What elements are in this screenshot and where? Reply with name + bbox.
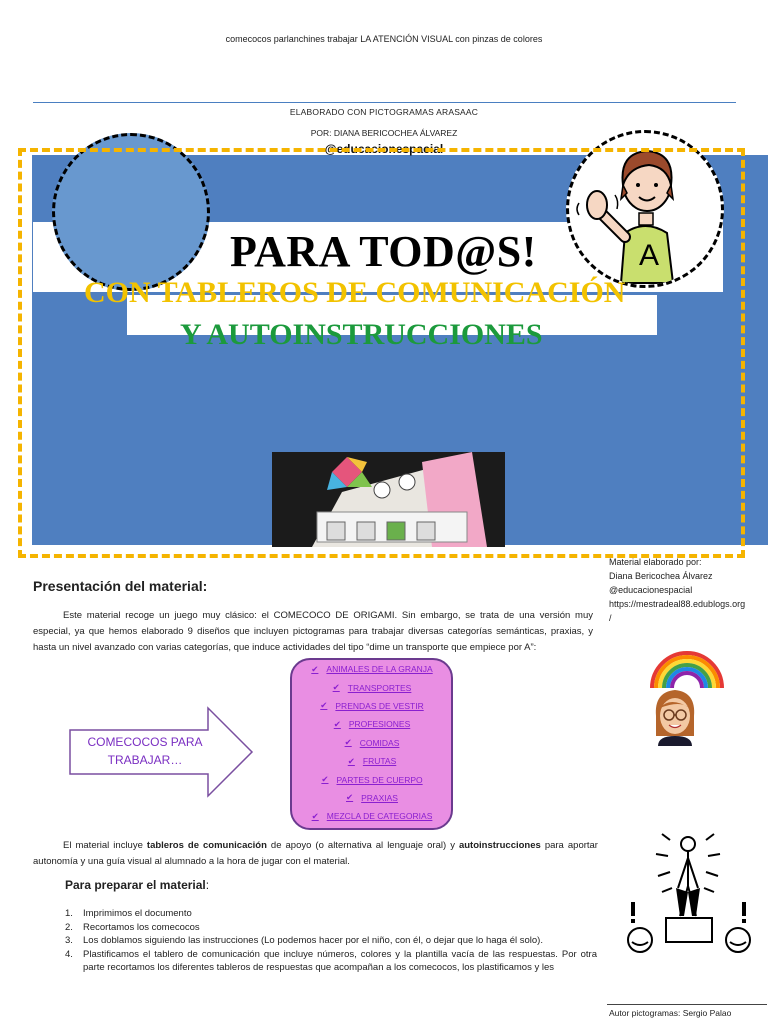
cover-right-strip xyxy=(752,155,768,545)
category-item[interactable]: ✔ FRUTAS xyxy=(347,755,397,767)
step-item: 3. Los doblamos siguiendo las instrucciones (Lo podemos hacer por el niño, con él, o dejar que lo haga él solo). xyxy=(65,935,543,947)
step-item: 4. Plastificamos el tablero de comunicación que incluye números, colores y la plantilla vacía de las respuestas. Por otra parte recortamos los diferentes tableros de respuestas que acompañan a los comecocos, los plastificamos y les xyxy=(65,948,597,974)
check-icon: ✔ xyxy=(320,700,328,711)
cover-dashed-frame xyxy=(18,148,745,558)
category-item[interactable]: ✔ MEZCLA DE CATEGORIAS xyxy=(311,810,433,822)
section-heading-prepare: Para preparar el material: xyxy=(65,878,210,892)
credit-line: Material elaborado por: xyxy=(609,557,702,567)
category-item[interactable]: ✔ TRANSPORTES xyxy=(332,682,412,693)
credit-line: / xyxy=(609,613,612,623)
category-item[interactable]: ✔ PRAXIAS xyxy=(346,792,398,803)
pictogram-letter: A xyxy=(638,239,660,272)
step-item: 1. Imprimimos el documento xyxy=(65,908,192,919)
rainbow-icon xyxy=(646,644,728,692)
author-avatar xyxy=(650,686,700,746)
sidebar-credits xyxy=(609,555,745,625)
category-item[interactable]: ✔ PROFESIONES xyxy=(333,718,411,730)
attention-pictogram xyxy=(622,830,756,960)
credit-line: @educacionespacial xyxy=(609,585,693,595)
category-item[interactable]: ✔ ANIMALES DE LA GRANJA xyxy=(311,663,433,675)
cover-title: PARA TOD@S! xyxy=(230,227,537,276)
materials-paragraph: El material incluye tableros de comunicación de apoyo (o alternativa al lenguaje oral) y autoinstrucciones para aportar autonomía y una guía visual al alumnado a la hora de jugar con el material. xyxy=(33,840,598,867)
arrow-label-line: COMECOCOS PARA xyxy=(87,735,203,749)
emphasis-communication-boards: tableros de comunicación xyxy=(146,840,267,851)
emphasis-self-instructions: autoinstrucciones xyxy=(458,840,541,851)
footnote-divider xyxy=(607,1004,767,1005)
category-item[interactable]: ✔ COMIDAS xyxy=(344,737,400,748)
check-icon: ✔ xyxy=(311,810,319,821)
arrow-label-line: TRABAJAR… xyxy=(107,753,183,767)
credit-line: Diana Bericochea Álvarez xyxy=(609,571,713,581)
check-icon: ✔ xyxy=(344,737,352,748)
check-icon: ✔ xyxy=(346,792,354,803)
check-icon: ✔ xyxy=(347,755,355,766)
author-handle: @educacionespacial xyxy=(324,142,444,156)
document-title: comecocos parlanchines trabajar LA ATENCIÓN VISUAL con pinzas de colores xyxy=(225,34,543,44)
section-heading-presentation: Presentación del material: xyxy=(33,578,208,594)
check-icon: ✔ xyxy=(311,663,319,674)
presentation-paragraph: Este material recoge un juego muy clásico: el COMECOCO DE ORIGAMI. Sin embargo, se trata de una versión muy especial, ya que hemos elaborado 9 diseños que incluyen pictogramas para trabajar diversas categorías semánticas, praxias, y hasta un nivel avanzado con varias categorías, que induce actividades del tipo “dime un transporte que empiece por A”: xyxy=(33,610,593,653)
categories-list xyxy=(292,660,452,826)
arrow-label xyxy=(80,733,210,769)
category-item[interactable]: ✔ PRENDAS DE VESTIR xyxy=(320,700,424,711)
header-divider xyxy=(33,102,736,103)
made-with-credit: ELABORADO CON PICTOGRAMAS ARASAAC xyxy=(289,107,479,117)
pictogram-author-credit: Autor pictogramas: Sergio Palao xyxy=(609,1008,732,1018)
steps-list xyxy=(65,907,597,975)
blog-link[interactable]: https://mestradeal88.edublogs.org xyxy=(609,599,746,609)
check-icon: ✔ xyxy=(332,682,340,693)
cover-subtitle-1: CON TABLEROS DE COMUNICACIÓN xyxy=(84,276,626,309)
step-item: 2. Recortamos los comecocos xyxy=(65,921,200,933)
check-icon: ✔ xyxy=(333,718,341,729)
cover-subtitle-2: Y AUTOINSTRUCCIONES xyxy=(180,318,543,351)
check-icon: ✔ xyxy=(321,774,329,785)
category-item[interactable]: ✔ PARTES DE CUERPO xyxy=(321,774,423,785)
author-line: POR: DIANA BERICOCHEA ÁLVAREZ xyxy=(310,128,458,138)
